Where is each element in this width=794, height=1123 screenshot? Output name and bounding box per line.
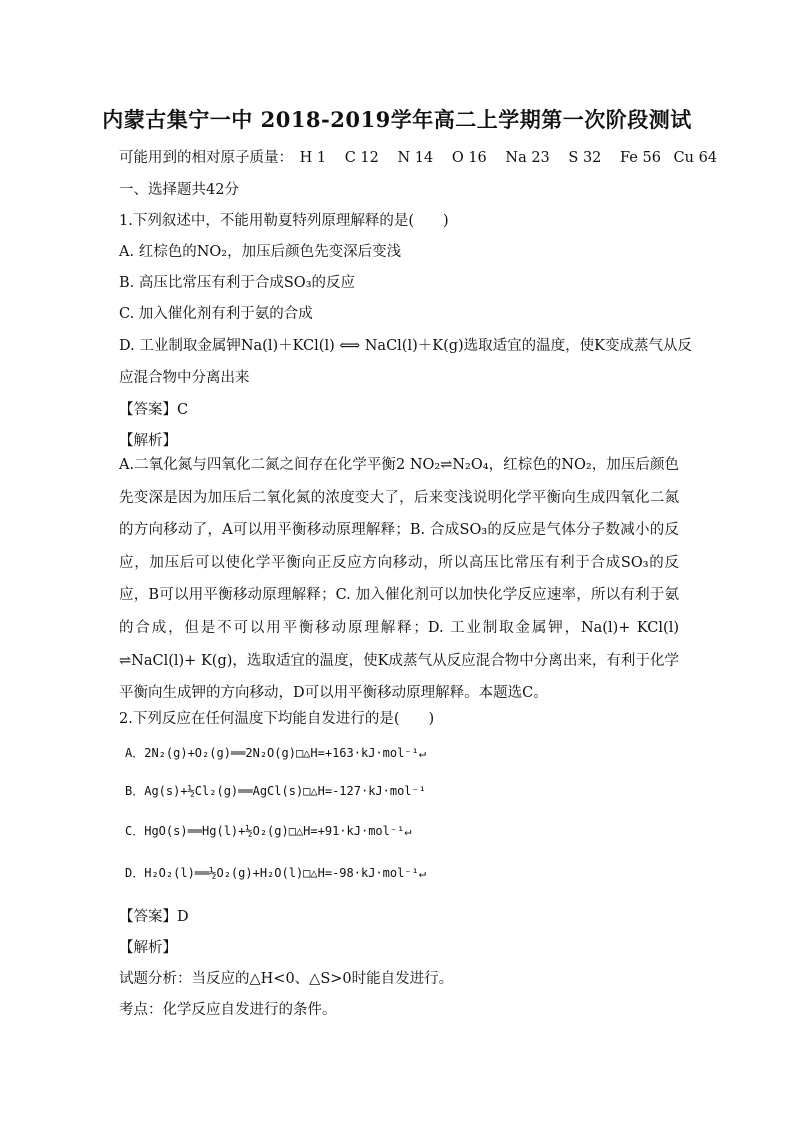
question-1-option-d: D. 工业制取金属钾Na(l)＋KCl(l) ⟺ NaCl(l)＋K(g)选取适宜的温度，使K变成蒸气从反	[119, 338, 693, 354]
question-2-option-d: D．H₂O₂(l)══½O₂(g)+H₂O(l)□△H=-98·kJ·mol⁻¹↵	[125, 866, 426, 880]
question-1-option-b: B. 高压比常压有利于合成SO₃的反应	[119, 275, 356, 291]
atomic-mass-item: Fe 56	[620, 150, 661, 166]
question-1-answer: 【答案】C	[119, 402, 189, 418]
question-2-kaodian: 考点：化学反应自发进行的条件。	[119, 1002, 337, 1018]
question-1-option-d-cont: 应混合物中分离出来	[119, 370, 250, 386]
atomic-mass-label: 可能用到的相对原子质量：	[119, 150, 293, 166]
atomic-mass-item: Na 23	[505, 150, 550, 166]
atomic-mass-item: C 12	[344, 150, 379, 166]
question-1-option-a: A. 红棕色的NO₂，加压后颜色先变深后变浅	[119, 244, 402, 260]
question-1-option-c: C. 加入催化剂有利于氨的合成	[119, 306, 313, 322]
atomic-mass-item: N 14	[397, 150, 434, 166]
atomic-mass-item: Cu 64	[673, 150, 718, 166]
question-2-analysis-label: 【解析】	[119, 940, 177, 956]
section-heading: 一、选择题共42分	[119, 182, 239, 198]
atomic-mass-item: H 1	[299, 150, 327, 166]
atomic-mass-item: O 16	[451, 150, 487, 166]
question-2-option-b: B．Ag(s)+½Cl₂(g)══AgCl(s)□△H=-127·kJ·mol⁻¹	[125, 784, 426, 798]
atomic-mass-item: S 32	[568, 150, 602, 166]
page-title: 内蒙古集宁一中 2018-2019学年高二上学期第一次阶段测试	[102, 107, 692, 132]
question-1-stem: 1.下列叙述中，不能用勒夏特列原理解释的是( )	[119, 213, 449, 229]
question-2-stem: 2.下列反应在任何温度下均能自发进行的是( )	[119, 711, 435, 727]
question-2-option-a: A．2N₂(g)+O₂(g)══2N₂O(g)□△H=+163·kJ·mol⁻¹↵	[125, 746, 426, 760]
question-2-answer: 【答案】D	[119, 909, 189, 925]
question-2-option-c: C．HgO(s)══Hg(l)+½O₂(g)□△H=+91·kJ·mol⁻¹↵	[125, 824, 412, 838]
question-1-analysis-label: 【解析】	[119, 433, 177, 449]
atomic-mass-line	[119, 146, 731, 167]
question-1-analysis: A.二氧化氮与四氧化二氮之间存在化学平衡2 NO₂⇌N₂O₄，红棕色的NO₂，加压后颜色先变深是因为加压后二氧化氮的浓度变大了，后来变浅说明化学平衡向生成四氧化二氮的方向移动了，A可以用平衡移动原理解释；B. 合成SO₃的反应是气体分子数减小的反应，加压后可以使化学平衡向正反应方向移动，所以高压比常压有利于合成SO₃的反应，B可以用平衡移动原理解释；C. 加入催化剂可以加快化学反应速率，所以有利于氨的合成，但是不可以用平衡移动原理解释；D. 工业制取金属钾，Na(l)+ KCl(l) ⇌NaCl(l)+ K(g)，选取适宜的温度，使K成蒸气从反应混合物中分离出来，有利于化学平衡向生成钾的方向移动，D可以用平衡移动原理解释。本题选C。	[119, 457, 679, 702]
question-2-analysis: 试题分析：当反应的△H<0、△S>0时能自发进行。	[119, 971, 454, 987]
